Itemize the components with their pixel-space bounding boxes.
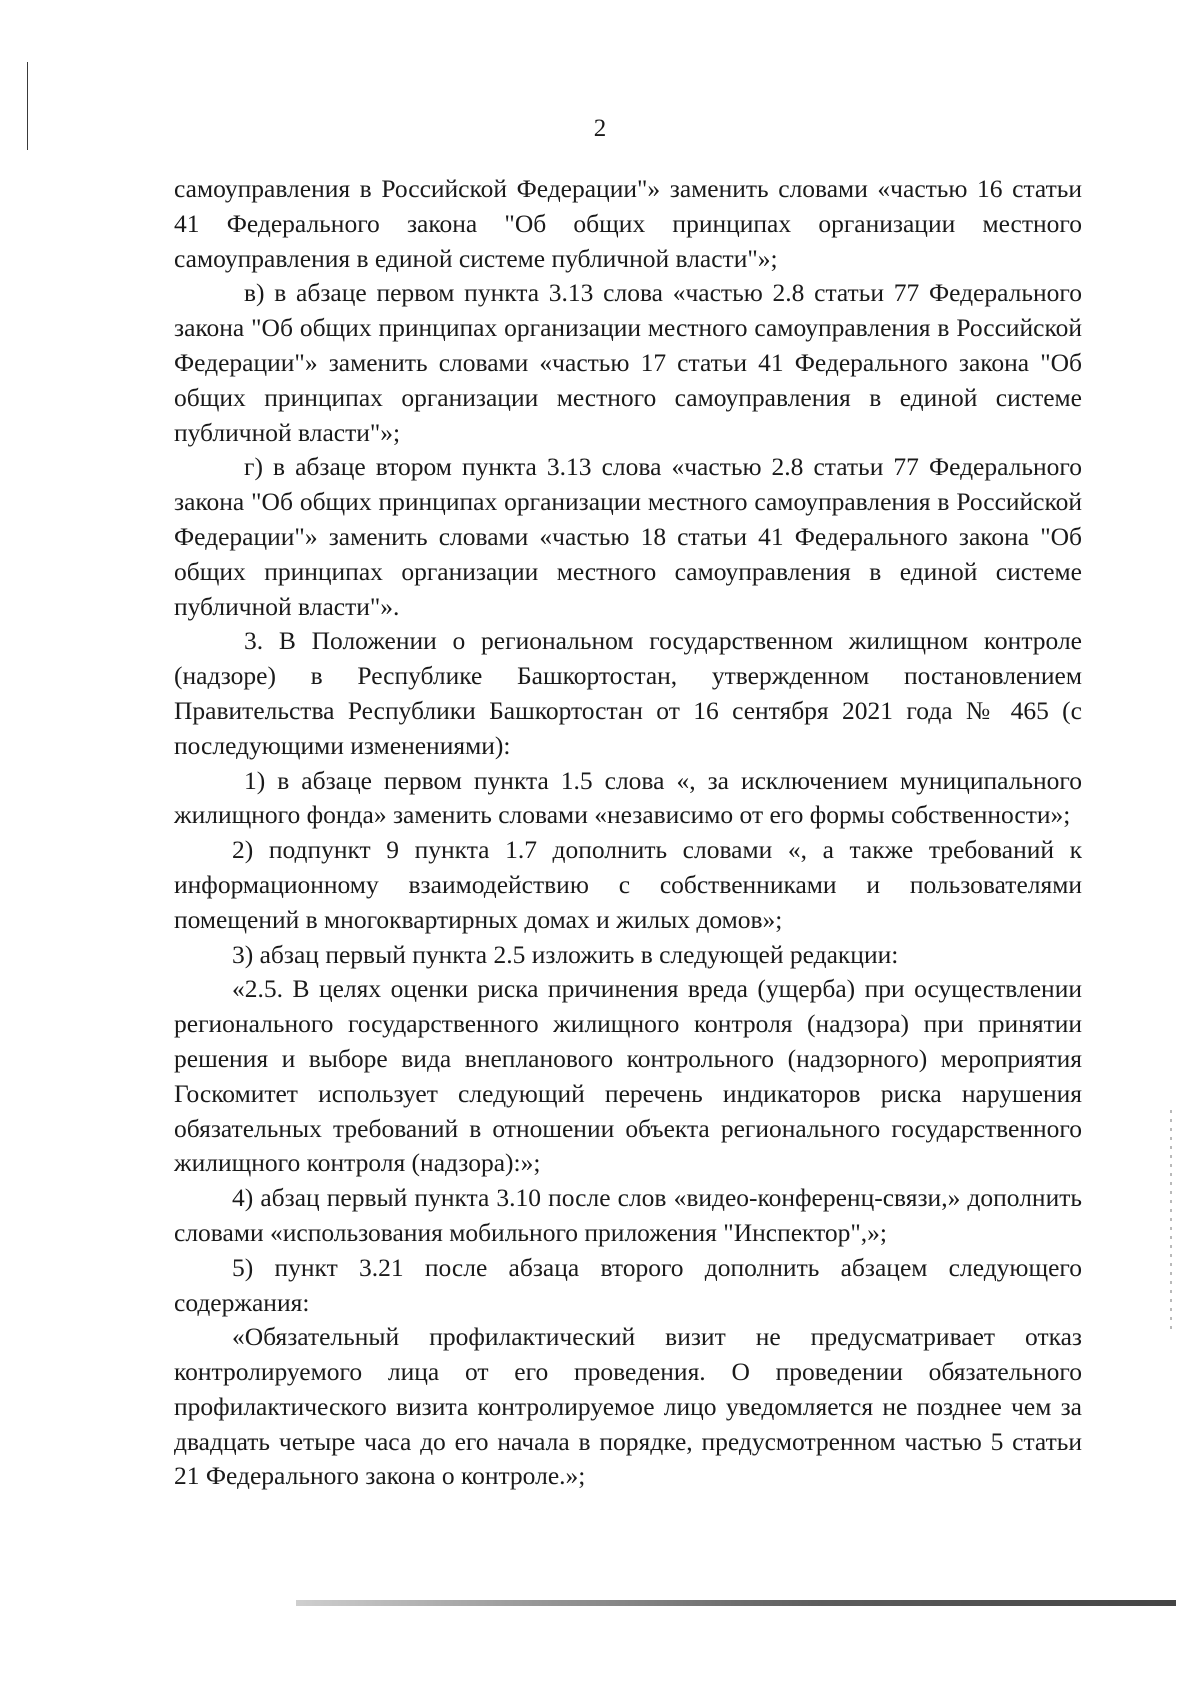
scan-bottom-edge: [296, 1600, 1176, 1606]
document-body: [174, 172, 1082, 1494]
paragraph-item-2: 2) подпункт 9 пункта 1.7 дополнить словами «, а также требований к информационному взаимодействию с собственниками и пользователями помещений в многоквартирных домах и жилых домов»;: [174, 835, 1082, 934]
paragraph-continuation: самоуправления в Российской Федерации"» заменить словами «частью 16 статьи 41 Федерального закона "Об общих принципах организации местного самоуправления в единой системе публичной власти"»;: [174, 174, 1082, 273]
paragraph-item-3: 3) абзац первый пункта 2.5 изложить в следующей редакции:: [232, 939, 899, 969]
paragraph-section-3: 3. В Положении о региональном государственном жилищном контроле (надзоре) в Республике Башкортостан, утвержденном постановлением Правительства Республики Башкортостан от 16 сентября 2021 года № 465 (с последующими изменениями):: [174, 626, 1082, 760]
paragraph-item-4: 4) абзац первый пункта 3.10 после слов «видео-конференц-связи,» дополнить словами «использования мобильного приложения "Инспектор",»;: [174, 1183, 1082, 1247]
page-number: 2: [593, 115, 607, 142]
paragraph-item-5: 5) пункт 3.21 после абзаца второго дополнить абзацем следующего содержания:: [174, 1252, 1082, 1317]
paragraph-item-g: г) в абзаце втором пункта 3.13 слова «частью 2.8 статьи 77 Федерального закона "Об общих принципах организации местного самоуправления в Российской Федерации"» заменить словами «частью 18 статьи 41 Федерального закона "Об общих принципах организации местного самоуправления в единой системе публичной власти"».: [174, 452, 1082, 621]
paragraph-quote-2-5: «2.5. В целях оценки риска причинения вреда (ущерба) при осуществлении регионального государственного жилищного контроля (надзора) при принятии решения и выборе вида внепланового контрольного (надзорного) мероприятия Госкомитет использует следующий перечень индикаторов риска нарушения обязательных требований в отношении объекта регионального государственного жилищного контроля (надзора):»;: [174, 974, 1082, 1178]
scan-edge-dots: [1170, 1110, 1172, 1330]
paragraph-item-1: 1) в абзаце первом пункта 1.5 слова «, за исключением муниципального жилищного фонда» заменить словами «независимо от его формы собственности»;: [174, 765, 1082, 830]
paragraph-quote-visit: «Обязательный профилактический визит не предусматривает отказ контролируемого лица от его проведения. О проведении обязательного профилактического визита контролируемое лицо уведомляется не позднее чем за двадцать четыре часа до его начала в порядке, предусмотренном частью 5 статьи 21 Федерального закона о контроле.»;: [174, 1322, 1082, 1491]
paragraph-item-v: в) в абзаце первом пункта 3.13 слова «частью 2.8 статьи 77 Федерального закона "Об общих принципах организации местного самоуправления в Российской Федерации"» заменить словами «частью 17 статьи 41 Федерального закона "Об общих принципах организации местного самоуправления в единой системе публичной власти"»;: [174, 278, 1082, 447]
